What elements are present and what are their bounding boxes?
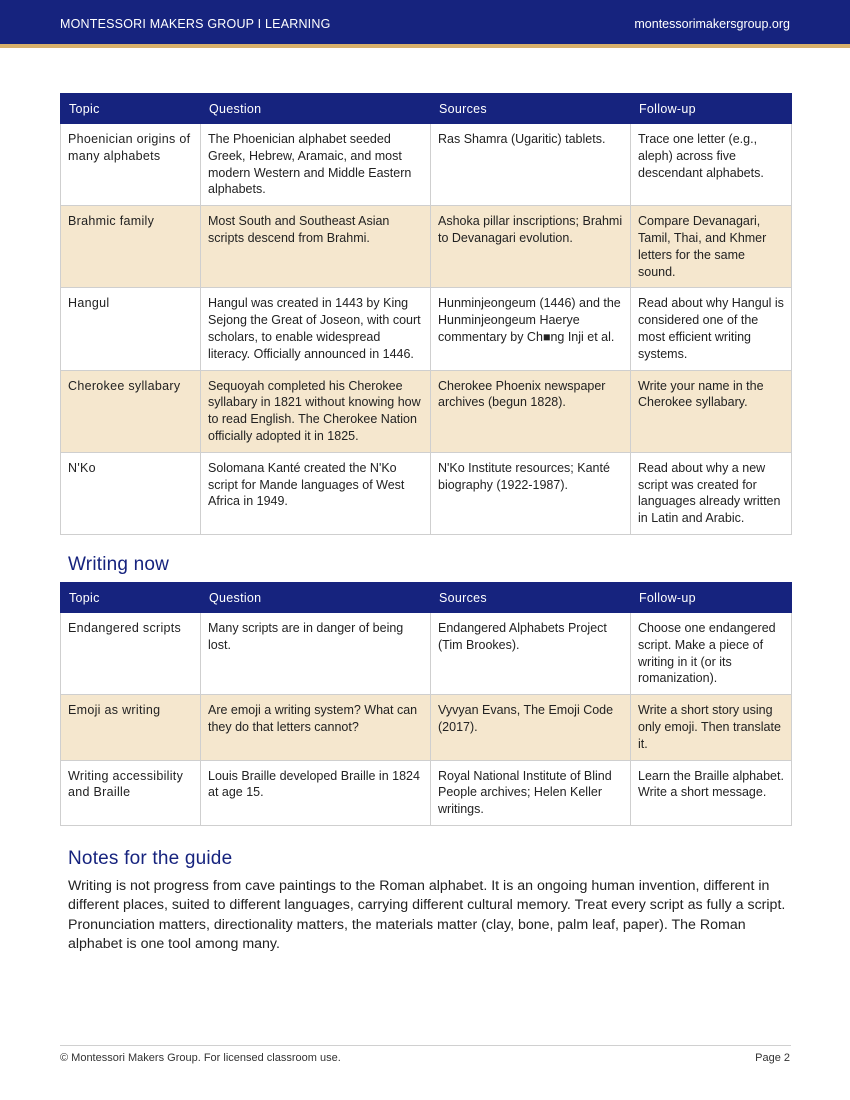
topic-cell: Hangul [61, 288, 201, 370]
table-row [61, 452, 792, 534]
topics-table-history [60, 93, 792, 535]
topic-cell: Endangered scripts [61, 613, 201, 695]
table-header-row [61, 583, 792, 613]
table-row [61, 124, 792, 206]
follow-up-cell: Learn the Braille alphabet. Write a short message. [631, 760, 792, 825]
topic-cell: Writing accessibility and Braille [61, 760, 201, 825]
sources-cell: Royal National Institute of Blind People archives; Helen Keller writings. [431, 760, 631, 825]
sources-cell: Endangered Alphabets Project (Tim Brookes). [431, 613, 631, 695]
table-row [61, 206, 792, 288]
header-website-link[interactable]: montessorimakersgroup.org [634, 17, 790, 31]
header-brand: MONTESSORI MAKERS GROUP I LEARNING [60, 17, 331, 31]
footer-divider [60, 1045, 791, 1046]
notes-paragraph: Writing is not progress from cave paintings to the Roman alphabet. It is an ongoing human invention, different in different places, suited to different languages, carrying different cultural memory. Treat every script as fully a script. Pronunciation matters, directionality matters, the materials matter (clay, bone, palm leaf, paper). The Roman alphabet is one tool among many. [68, 878, 786, 953]
topic-cell: N'Ko [61, 452, 201, 534]
section-heading-writing-now: Writing now [68, 554, 170, 575]
sources-cell: Ras Shamra (Ugaritic) tablets. [431, 124, 631, 206]
follow-up-cell: Write a short story using only emoji. Then translate it. [631, 695, 792, 760]
table-row [61, 288, 792, 370]
follow-up-cell: Compare Devanagari, Tamil, Thai, and Khmer letters for the same sound. [631, 206, 792, 288]
follow-up-cell: Read about why Hangul is considered one of the most efficient writing systems. [631, 288, 792, 370]
question-cell: Most South and Southeast Asian scripts descend from Brahmi. [201, 206, 431, 288]
follow-up-cell: Trace one letter (e.g., aleph) across five descendant alphabets. [631, 124, 792, 206]
table-header-row [61, 94, 792, 124]
footer-copyright: © Montessori Makers Group. For licensed classroom use. [60, 1052, 341, 1064]
column-header-topic: Topic [61, 583, 201, 613]
question-cell: Solomana Kanté created the N'Ko script for Mande languages of West Africa in 1949. [201, 452, 431, 534]
sources-cell: Vyvyan Evans, The Emoji Code (2017). [431, 695, 631, 760]
column-header-follow-up: Follow-up [631, 583, 792, 613]
table-row [61, 370, 792, 452]
sources-cell: N'Ko Institute resources; Kanté biography (1922-1987). [431, 452, 631, 534]
topic-cell: Brahmic family [61, 206, 201, 288]
question-cell: Hangul was created in 1443 by King Sejong the Great of Joseon, with court scholars, to enable widespread literacy. Officially announced in 1446. [201, 288, 431, 370]
column-header-sources: Sources [431, 94, 631, 124]
follow-up-cell: Read about why a new script was created for languages already written in Latin and Arabic. [631, 452, 792, 534]
section-heading-notes: Notes for the guide [68, 848, 233, 869]
table-row [61, 695, 792, 760]
column-header-sources: Sources [431, 583, 631, 613]
question-cell: The Phoenician alphabet seeded Greek, Hebrew, Aramaic, and most modern Western and Middle Eastern alphabets. [201, 124, 431, 206]
question-cell: Are emoji a writing system? What can they do that letters cannot? [201, 695, 431, 760]
column-header-topic: Topic [61, 94, 201, 124]
header-bar [0, 0, 850, 44]
header-accent-strip [0, 44, 850, 48]
column-header-follow-up: Follow-up [631, 94, 792, 124]
topics-table-writing-now [60, 582, 792, 826]
question-cell: Sequoyah completed his Cherokee syllabary in 1821 without knowing how to read English. The Cherokee Nation officially adopted it in 1825. [201, 370, 431, 452]
topic-cell: Phoenician origins of many alphabets [61, 124, 201, 206]
follow-up-cell: Write your name in the Cherokee syllabary. [631, 370, 792, 452]
table-row [61, 613, 792, 695]
sources-cell: Hunminjeongeum (1446) and the Hunminjeongeum Haerye commentary by Ch■ng Inji et al. [431, 288, 631, 370]
follow-up-cell: Choose one endangered script. Make a piece of writing in it (or its romanization). [631, 613, 792, 695]
column-header-question: Question [201, 583, 431, 613]
column-header-question: Question [201, 94, 431, 124]
question-cell: Louis Braille developed Braille in 1824 at age 15. [201, 760, 431, 825]
sources-cell: Ashoka pillar inscriptions; Brahmi to Devanagari evolution. [431, 206, 631, 288]
table-row [61, 760, 792, 825]
topic-cell: Cherokee syllabary [61, 370, 201, 452]
sources-cell: Cherokee Phoenix newspaper archives (begun 1828). [431, 370, 631, 452]
topic-cell: Emoji as writing [61, 695, 201, 760]
question-cell: Many scripts are in danger of being lost. [201, 613, 431, 695]
page-number: Page 2 [755, 1052, 790, 1064]
